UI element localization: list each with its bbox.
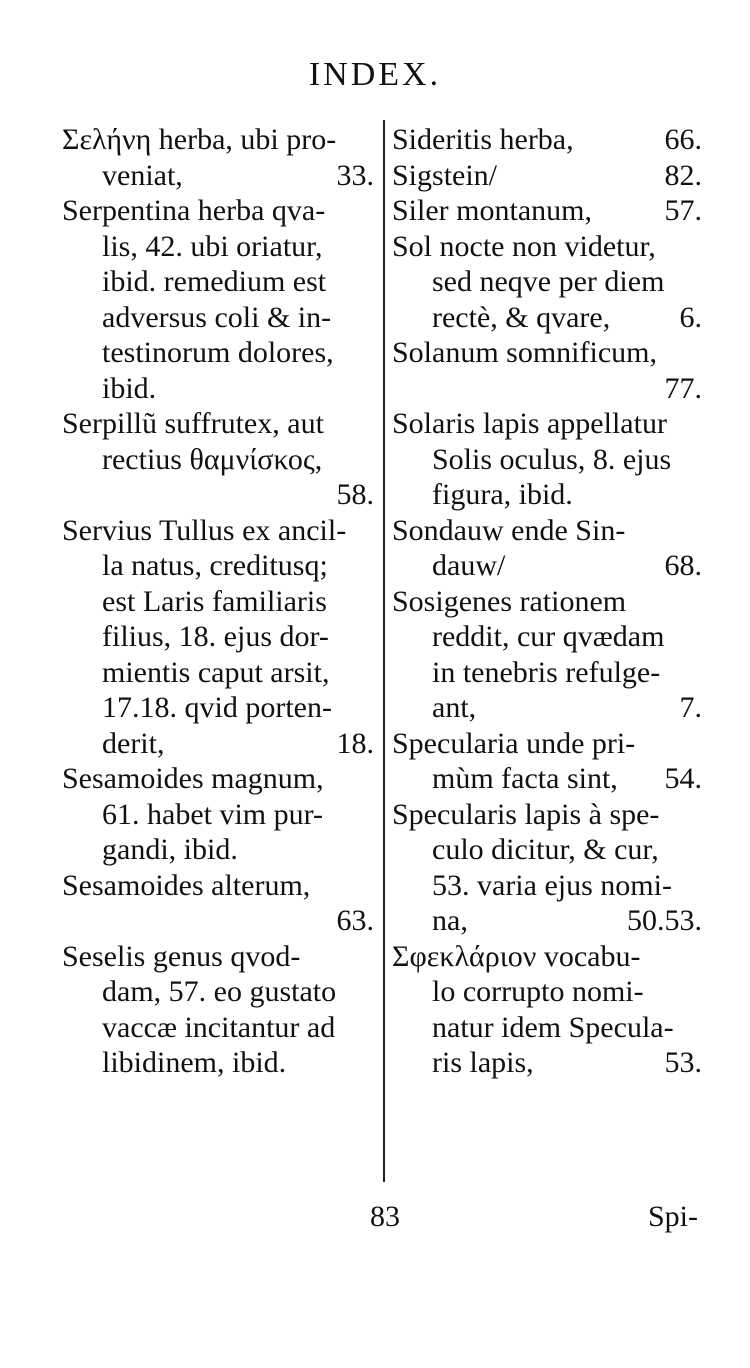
index-entry-text: Sigstein/ [392,158,498,192]
index-entry-text: na, [432,904,468,937]
index-entry-text: lis, 42. ubi oriatur, [102,229,323,263]
index-entry-text: ibid. remedium est [102,265,327,298]
index-entry-text: reddit, cur qvædam [432,620,665,653]
index-entry-text: ris lapis, [432,1046,534,1079]
index-page-ref: 7. [679,691,702,724]
index-line [62,442,374,478]
index-line [62,193,374,229]
index-entry-text: veniat, [102,158,183,192]
index-line [62,939,374,975]
index-entry-text: Sideritis herba, [392,123,574,156]
index-page-ref: 53. [664,1046,702,1079]
index-entry-text: Serpentina herba qva- [62,194,326,227]
index-entry-text: 53. varia ejus nomi- [432,868,672,902]
right-index-column [392,122,702,1081]
index-page-ref: 66. [664,123,702,156]
index-line [62,406,374,442]
index-page-ref: 54. [664,762,702,795]
index-entry-text: Specularia unde pri- [392,726,636,760]
index-entry-text: Solanum somnificum, [392,336,657,369]
index-line [392,832,702,868]
index-entry-text: Solaris lapis appellatur [392,407,667,440]
index-page-ref: 77. [664,371,702,405]
index-line [392,158,702,194]
index-line [392,1045,702,1081]
index-line [392,335,702,371]
index-line [392,122,702,158]
index-line [392,939,702,975]
index-page-ref: 6. [679,300,702,334]
index-line [62,832,374,868]
index-line [62,868,374,904]
index-entry-text: rectius θαμνίσκος, [102,442,323,476]
index-line [392,193,702,229]
index-entry-text: natur idem Specula- [432,1010,674,1044]
index-entry-text: lo corrupto nomi- [432,975,644,1008]
index-line [62,548,374,584]
index-line [62,122,374,158]
index-line [392,300,702,336]
index-line [392,690,702,726]
index-line [62,264,374,300]
index-entry-text: Sosigenes rationem [392,584,627,618]
index-line [62,477,374,513]
index-entry-text: Sesamoides magnum, [62,762,324,795]
index-line [392,513,702,549]
index-line [62,1010,374,1046]
index-entry-text: Σφεκλάριον vocabu- [392,939,641,973]
index-entry-text: libidinem, ibid. [102,1046,287,1079]
index-line [62,619,374,655]
index-entry-text: dauw/ [432,549,506,582]
index-entry-text: la natus, creditusq; [102,549,328,582]
index-entry-text: mùm facta sint, [432,762,618,795]
index-page-ref: 33. [336,158,374,192]
index-entry-text: Sondauw ende Sin- [392,513,626,547]
index-line [392,584,702,620]
index-entry-text: 17.18. qvid porten- [102,691,332,724]
index-line [62,584,374,620]
index-entry-text: Σελήνη herba, ubi pro- [62,123,337,156]
index-entry-text: testinorum dolores, [102,336,334,369]
index-line [62,371,374,407]
index-line [62,300,374,336]
index-line [62,1045,374,1081]
signature-mark: 83 [370,1200,400,1233]
index-line [392,726,702,762]
index-line [62,726,374,762]
index-line [62,513,374,549]
index-entry-text: 61. habet vim pur- [102,797,324,831]
index-entry-text: Servius Tullus ex ancil- [62,513,347,547]
index-line [392,974,702,1010]
index-page-ref: 82. [664,158,702,192]
index-line [62,158,374,194]
index-entry-text: derit, [102,726,165,760]
index-entry-text: sed neqve per diem [432,265,665,298]
index-entry-text: vaccæ incitantur ad [102,1010,336,1044]
index-entry-text: Serpillũ suffrutex, aut [62,407,324,440]
index-line [392,868,702,904]
page-title: INDEX. [308,56,442,93]
index-entry-text: gandi, ibid. [102,833,238,866]
index-line [392,477,702,513]
index-entry-text: mientis caput arsit, [102,655,330,689]
index-entry-text: Solis oculus, 8. ejus [432,442,672,476]
index-line [392,548,702,584]
index-page-ref: 58. [336,478,374,511]
index-line [392,229,702,265]
index-line [62,335,374,371]
index-entry-text: Siler montanum, [392,194,592,227]
index-line [392,903,702,939]
index-line [62,761,374,797]
index-page-ref: 68. [664,549,702,582]
index-page-ref: 18. [336,726,374,760]
index-entry-text: adversus coli & in- [102,300,332,334]
index-entry-text: Sol nocte non videtur, [392,229,656,263]
index-entry-text: filius, 18. ejus dor- [102,620,329,653]
index-entry-text: Sesamoides alterum, [62,868,311,902]
index-line [392,761,702,797]
index-line [392,406,702,442]
index-line [392,442,702,478]
index-entry-text: Seselis genus qvod- [62,939,301,973]
index-page-ref: 57. [664,194,702,227]
column-divider [383,120,385,1182]
index-entry-text: culo dicitur, & cur, [432,833,659,866]
index-entry-text: Specularis lapis à spe- [392,797,660,831]
index-page-ref: 50.53. [627,904,702,937]
index-line [62,903,374,939]
index-entry-text: dam, 57. eo gustato [102,975,337,1008]
catchword: Spi- [647,1200,698,1233]
index-entry-text: est Laris familiaris [102,584,327,618]
index-entry-text: figura, ibid. [432,478,573,511]
index-line [62,974,374,1010]
index-entry-text: ant, [432,691,477,724]
left-index-column [62,122,374,1081]
index-line [392,797,702,833]
index-line [392,655,702,691]
index-line [62,797,374,833]
index-line [392,371,702,407]
index-entry-text: rectè, & qvare, [432,300,611,334]
index-line [392,264,702,300]
index-line [62,690,374,726]
index-line [62,229,374,265]
page-footer [0,1200,750,1240]
index-page-ref: 63. [336,904,374,937]
index-line [392,1010,702,1046]
index-entry-text: ibid. [102,371,157,405]
index-line [392,619,702,655]
index-entry-text: in tenebris refulge- [432,655,661,689]
index-line [62,655,374,691]
